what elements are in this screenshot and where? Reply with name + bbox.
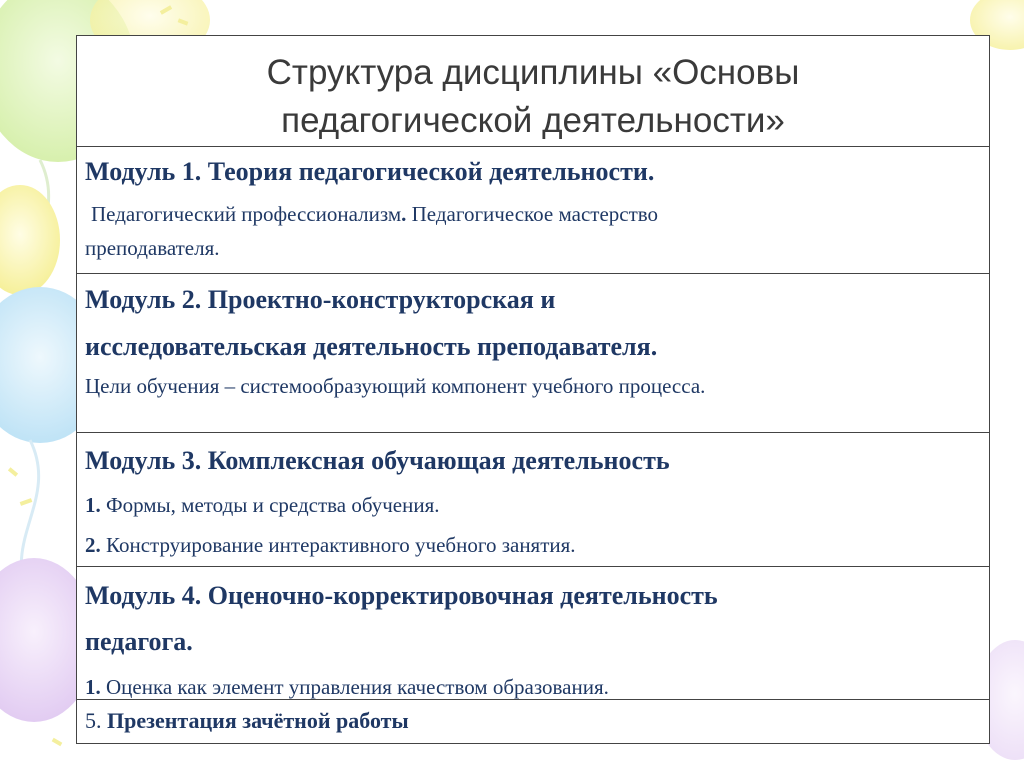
- module-heading: [85, 274, 981, 370]
- module-1-row: [77, 147, 989, 274]
- module-heading: [85, 433, 981, 485]
- slide-title: [77, 36, 989, 145]
- title-row: [77, 36, 989, 147]
- module-5-row: [77, 700, 989, 743]
- item-text: Педагогическое мастерство: [406, 202, 659, 226]
- module-heading-line: Модуль 3. Комплексная обучающая деятельность: [85, 446, 670, 475]
- item-number: 1.: [85, 675, 101, 699]
- module-heading: [85, 567, 981, 665]
- item-bold-dot: .: [401, 202, 407, 226]
- item-text: Педагогический профессионализм: [91, 202, 402, 226]
- item-text: Формы, методы и средства обучения.: [100, 493, 440, 517]
- module-3-row: [77, 433, 989, 567]
- module-item: [85, 485, 981, 525]
- item-text: преподавателя.: [85, 236, 220, 260]
- module-2-row: [77, 274, 989, 433]
- module-heading-line: Модуль 2. Проектно-конструкторская и: [85, 285, 556, 314]
- yellow-balloon: [0, 185, 60, 295]
- item-number: 2.: [85, 533, 101, 557]
- title-line: педагогической деятельности»: [281, 101, 785, 140]
- module-item: [85, 197, 981, 231]
- module-item: [85, 665, 981, 705]
- item-text: Конструирование интерактивного учебного занятия.: [100, 533, 576, 557]
- module-heading-line: исследовательская деятельность преподавателя.: [85, 332, 658, 361]
- item-text: Презентация зачётной работы: [101, 708, 409, 733]
- module-item: [85, 700, 981, 742]
- module-4-row: [77, 567, 989, 700]
- module-item: [85, 525, 981, 565]
- module-heading-line: педагога.: [85, 627, 193, 656]
- item-number: 1.: [85, 493, 101, 517]
- module-heading-line: Модуль 4. Оценочно-корректировочная деятельность: [85, 581, 718, 610]
- item-text: Цели обучения – системообразующий компонент учебного процесса.: [85, 374, 706, 398]
- module-heading-line: Модуль 1. Теория педагогической деятельности.: [85, 157, 655, 186]
- module-item: [85, 231, 981, 265]
- title-line: Структура дисциплины «Основы: [266, 53, 800, 92]
- module-item: [85, 370, 981, 402]
- item-text: Оценка как элемент управления качеством образования.: [100, 675, 609, 699]
- item-number: 5.: [85, 708, 102, 733]
- module-heading: [85, 147, 981, 197]
- content-table: [76, 35, 990, 744]
